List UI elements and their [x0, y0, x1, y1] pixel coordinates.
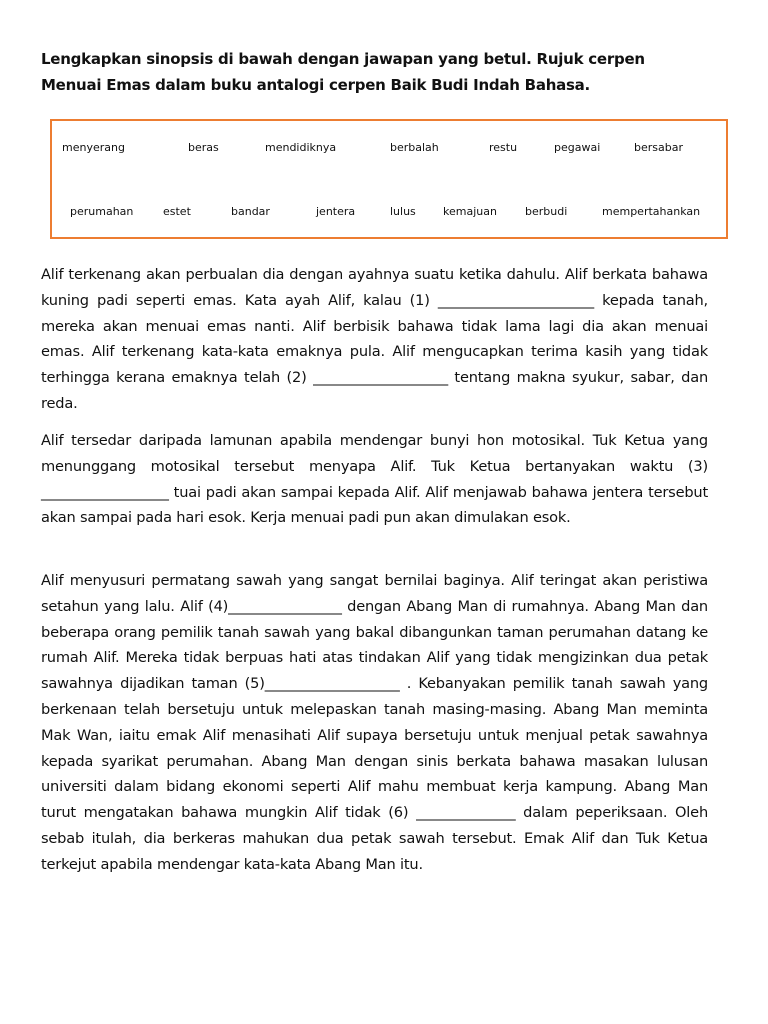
word-bank-box — [50, 119, 728, 239]
word-bank-item: berbalah — [390, 141, 439, 154]
word-bank-item: bandar — [231, 205, 270, 218]
word-bank-item: mendidiknya — [265, 141, 337, 154]
word-bank-item: kemajuan — [443, 205, 497, 218]
word-bank-item: estet — [163, 205, 191, 218]
word-bank-item: perumahan — [70, 205, 134, 218]
word-bank-item: menyerang — [62, 141, 125, 154]
paragraph-2: Alif tersedar daripada lamunan apabila mendengar bunyi hon motosikal. Tuk Ketua yang menunggang motosikal tersebut menyapa Alif. Tuk Ketua bertanyakan waktu (3) __________________ tuai padi akan sampai kepada Alif. Alif menjawab bahawa jentera tersebut akan sampai pada hari esok. Kerja menuai padi pun akan dimulakan esok. — [41, 432, 708, 527]
paragraph-3: Alif menyusuri permatang sawah yang sangat bernilai baginya. Alif teringat akan peristiwa setahun yang lalu. Alif (4)________________ dengan Abang Man di rumahnya. Abang Man dan beberapa orang pemilik tanah sawah yang bakal dibangunkan taman perumahan datang ke rumah Alif. Mereka tidak berpuas hati atas tindakan Alif yang tidak mengizinkan dua petak sawahnya dijadikan taman (5)___________________ . Kebanyakan pemilik tanah sawah yang berkenaan telah bersetuju untuk melepaskan tanah masing-masing. Abang Man meminta Mak Wan, iaitu emak Alif menasihati Alif supaya bersetuju untuk menjual petak sawahnya kepada syarikat perumahan. Abang Man dengan sinis berkata bahawa masakan lulusan universiti dalam bidang ekonomi seperti Alif mahu membuat kerja kampung. Abang Man turut mengatakan bahawa mungkin Alif tidak (6) ______________ dalam peperiksaan. Oleh sebab itulah, dia berkeras mahukan dua petak sawah tersebut. Emak Alif dan Tuk Ketua terkejut apabila mendengar kata-kata Abang Man itu. — [41, 572, 708, 873]
instruction-block — [41, 46, 709, 98]
word-bank-row-2 — [52, 205, 726, 225]
word-bank-item: berbudi — [525, 205, 568, 218]
word-bank-item: pegawai — [554, 141, 601, 154]
word-bank-item: jentera — [316, 205, 356, 218]
word-bank-item: beras — [188, 141, 219, 154]
word-bank-item: restu — [489, 141, 518, 154]
word-bank-row-1 — [52, 141, 726, 161]
paragraph-1: Alif terkenang akan perbualan dia dengan ayahnya suatu ketika dahulu. Alif berkata bahawa kuning padi seperti emas. Kata ayah Alif, kalau (1) ______________________ kepada tanah, mereka akan menuai emas nanti. Alif berbisik bahawa tidak lama lagi dia akan menuai emas. Alif terkenang kata-kata emaknya pula. Alif mengucapkan terima kasih yang tidak terhingga kerana emaknya telah (2) ___________________ tentang makna syukur, sabar, dan reda. — [41, 266, 708, 412]
instruction-text: Lengkapkan sinopsis di bawah dengan jawapan yang betul. Rujuk cerpen Menuai Emas dalam buku antalogi cerpen Baik Budi Indah Bahasa. — [41, 50, 645, 94]
word-bank-item: mempertahankan — [602, 205, 701, 218]
word-bank-item: bersabar — [634, 141, 683, 154]
word-bank-item: lulus — [390, 205, 416, 218]
